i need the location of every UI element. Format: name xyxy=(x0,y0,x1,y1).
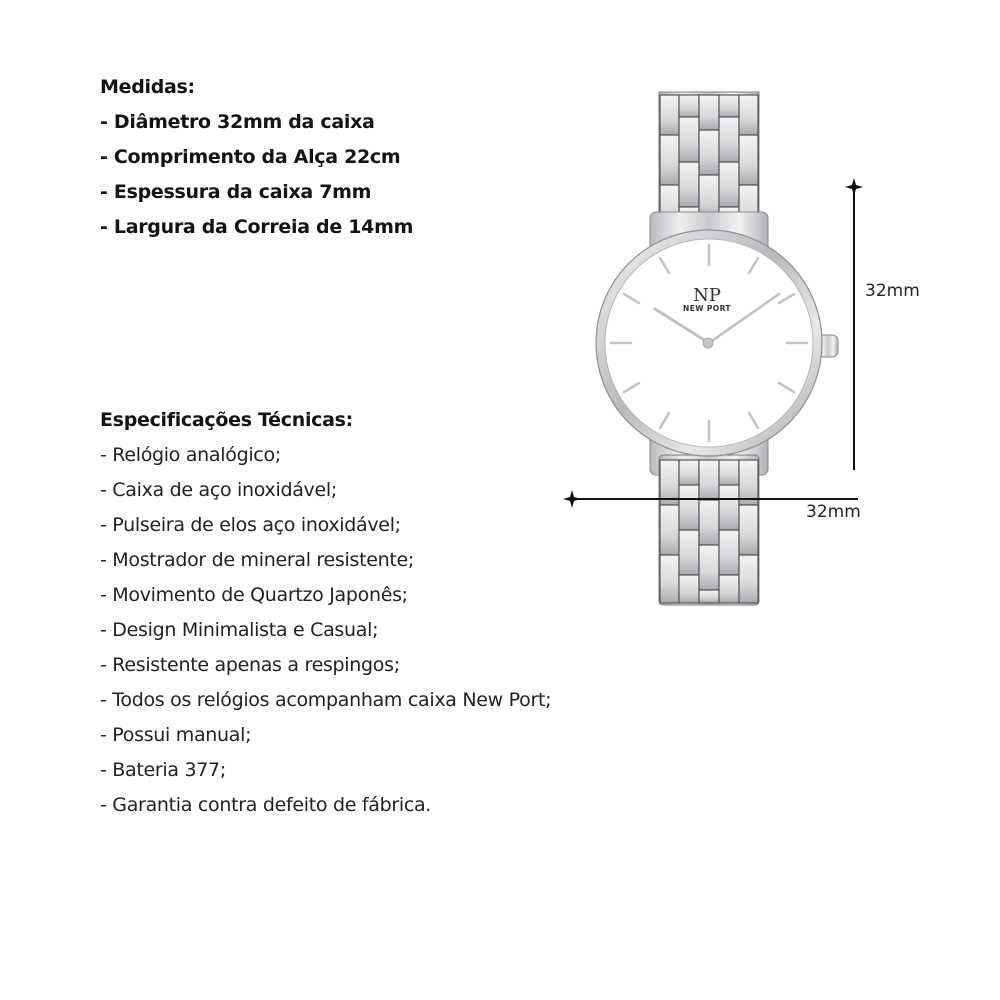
measures-title: Medidas: xyxy=(100,76,195,98)
measure-item-strap-width: - Largura da Correia de 14mm xyxy=(100,216,414,238)
specs-title: Especificações Técnicas: xyxy=(100,409,353,431)
spec-item: - Caixa de aço inoxidável; xyxy=(100,479,337,501)
spec-item: - Resistente apenas a respingos; xyxy=(100,654,400,676)
spec-item: - Movimento de Quartzo Japonês; xyxy=(100,584,408,606)
brand-monogram: NP xyxy=(693,285,721,306)
measure-item-diameter: - Diâmetro 32mm da caixa xyxy=(100,111,375,133)
height-dimension-label: 32mm xyxy=(865,281,920,301)
bracelet-lower xyxy=(659,455,759,605)
spec-item: - Garantia contra defeito de fábrica. xyxy=(100,794,432,816)
measure-item-strap-length: - Comprimento da Alça 22cm xyxy=(100,146,401,168)
spec-item: - Todos os relógios acompanham caixa New Port; xyxy=(100,689,552,711)
spec-item: - Bateria 377; xyxy=(100,759,226,781)
brand-name: NEW PORT xyxy=(683,304,731,313)
spec-item: - Possui manual; xyxy=(100,724,252,746)
height-dimension xyxy=(845,178,863,470)
center-pin xyxy=(703,338,713,348)
spec-item: - Design Minimalista e Casual; xyxy=(100,619,379,641)
spec-item: - Mostrador de mineral resistente; xyxy=(100,549,415,571)
spec-item: - Relógio analógico; xyxy=(100,444,281,466)
star-marker-icon xyxy=(563,490,581,508)
width-dimension-label: 32mm xyxy=(806,502,861,522)
star-marker-icon xyxy=(845,178,863,196)
measure-item-thickness: - Espessura da caixa 7mm xyxy=(100,181,372,203)
spec-item: - Pulseira de elos aço inoxidável; xyxy=(100,514,401,536)
